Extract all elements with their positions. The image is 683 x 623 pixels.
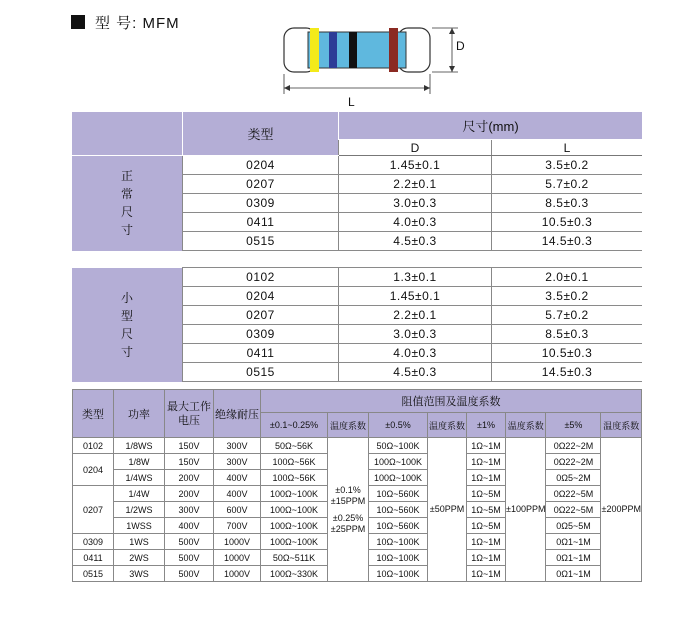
tc-01-line: ±0.1%: [335, 484, 361, 495]
l-cell: 14.5±0.3: [492, 232, 643, 251]
size-table-body: [72, 156, 642, 382]
resistor-band-brown: [389, 28, 398, 72]
l-cell: 14.5±0.3: [492, 363, 643, 382]
type-cell: 0309: [183, 194, 339, 213]
range-01-cell: 100Ω~56K: [261, 454, 328, 470]
range-05-cell: 100Ω~100K: [369, 470, 428, 486]
resistor-band-black: [349, 32, 357, 68]
l-cell: 3.5±0.2: [492, 287, 643, 306]
type-cell: 0207: [183, 306, 339, 325]
range-1-cell: 1Ω~1M: [467, 438, 506, 454]
power-cell: 1/8W: [114, 454, 165, 470]
tc-01-line: ±0.25%: [332, 512, 364, 523]
type-cell: 0515: [73, 566, 114, 582]
dim-l-label: L: [348, 95, 355, 109]
range-05-cell: 10Ω~560K: [369, 486, 428, 502]
spec-type-header: 类型: [73, 390, 114, 438]
range-5-cell: 0Ω22~5M: [546, 502, 601, 518]
voltage-cell: 200V: [165, 470, 214, 486]
model-title: 型 号: MFM: [95, 14, 180, 32]
group-label-normal-text: 正 常 尺 寸: [120, 169, 133, 238]
power-cell: 2WS: [114, 550, 165, 566]
resistor-drawing: [280, 22, 480, 110]
l-cell: 5.7±0.2: [492, 306, 643, 325]
type-cell: 0411: [183, 344, 339, 363]
range-1-cell: 1Ω~5M: [467, 518, 506, 534]
tc-1-cell: ±100PPM: [506, 438, 546, 582]
l-cell: 2.0±0.1: [492, 268, 643, 287]
range-01-cell: 100Ω~100K: [261, 534, 328, 550]
range-1-header: ±1%: [467, 413, 506, 438]
range-05-header: ±0.5%: [369, 413, 428, 438]
range-05-cell: 10Ω~100K: [369, 550, 428, 566]
insulation-cell: 400V: [214, 470, 261, 486]
spec-range-header: 阻值范围及温度系数: [261, 390, 642, 413]
d-cell: 1.3±0.1: [339, 268, 492, 287]
group-label-normal: [72, 156, 183, 251]
spec-power-header: 功率: [114, 390, 165, 438]
range-1-cell: 1Ω~1M: [467, 566, 506, 582]
range-01-cell: 50Ω~56K: [261, 438, 328, 454]
d-cell: 2.2±0.1: [339, 306, 492, 325]
l-cell: 10.5±0.3: [492, 344, 643, 363]
resistor-band-yellow: [310, 28, 319, 72]
type-cell: 0204: [183, 156, 339, 175]
voltage-cell: 200V: [165, 486, 214, 502]
d-cell: 4.5±0.3: [339, 232, 492, 251]
range-01-cell: 100Ω~330K: [261, 566, 328, 582]
range-05-cell: 10Ω~100K: [369, 566, 428, 582]
type-cell: 0204: [183, 287, 339, 306]
tc-5-cell: ±200PPM: [601, 438, 642, 582]
resistor-band-navy: [329, 32, 337, 68]
type-cell: 0411: [73, 550, 114, 566]
power-cell: 1WSS: [114, 518, 165, 534]
group-label-small-text: 小 型 尺 寸: [120, 290, 133, 359]
d-cell: 4.0±0.3: [339, 213, 492, 232]
power-cell: 3WS: [114, 566, 165, 582]
range-1-cell: 1Ω~5M: [467, 486, 506, 502]
tc-01-line: ±15PPM: [330, 495, 366, 506]
arrow-up-icon: [449, 28, 455, 34]
range-01-cell: 100Ω~100K: [261, 502, 328, 518]
insulation-cell: 400V: [214, 486, 261, 502]
type-cell: 0309: [183, 325, 339, 344]
d-cell: 1.45±0.1: [339, 156, 492, 175]
power-cell: 1/4W: [114, 486, 165, 502]
range-1-cell: 1Ω~5M: [467, 502, 506, 518]
size-table-d-header: D: [339, 140, 492, 156]
dim-d-label: D: [456, 39, 465, 53]
voltage-cell: 400V: [165, 518, 214, 534]
d-cell: 4.5±0.3: [339, 363, 492, 382]
insulation-cell: 300V: [214, 438, 261, 454]
range-1-cell: 1Ω~1M: [467, 470, 506, 486]
bullet-square-icon: [71, 15, 85, 29]
type-cell: 0204: [73, 454, 114, 486]
tc-header: 温度系数: [506, 413, 546, 438]
power-cell: 1WS: [114, 534, 165, 550]
spec-table: [72, 389, 642, 582]
range-5-cell: 0Ω22~2M: [546, 454, 601, 470]
d-cell: 3.0±0.3: [339, 194, 492, 213]
group-label-small: [72, 268, 183, 382]
range-01-cell: 50Ω~511K: [261, 550, 328, 566]
voltage-cell: 500V: [165, 534, 214, 550]
insulation-cell: 1000V: [214, 534, 261, 550]
l-cell: 10.5±0.3: [492, 213, 643, 232]
l-cell: 3.5±0.2: [492, 156, 643, 175]
type-cell: 0207: [73, 486, 114, 534]
range-01-cell: 100Ω~100K: [261, 518, 328, 534]
tc-header: 温度系数: [328, 413, 369, 438]
power-cell: 1/2WS: [114, 502, 165, 518]
l-cell: 8.5±0.3: [492, 194, 643, 213]
range-5-cell: 0Ω1~1M: [546, 566, 601, 582]
tc-header: 温度系数: [601, 413, 642, 438]
range-5-cell: 0Ω5~5M: [546, 518, 601, 534]
insulation-cell: 700V: [214, 518, 261, 534]
range-05-cell: 100Ω~100K: [369, 454, 428, 470]
range-05-cell: 10Ω~560K: [369, 518, 428, 534]
insulation-cell: 1000V: [214, 550, 261, 566]
range-01-header: ±0.1~0.25%: [261, 413, 328, 438]
l-cell: 5.7±0.2: [492, 175, 643, 194]
type-cell: 0411: [183, 213, 339, 232]
range-5-cell: 0Ω1~1M: [546, 550, 601, 566]
range-1-cell: 1Ω~1M: [467, 550, 506, 566]
d-cell: 4.0±0.3: [339, 344, 492, 363]
range-5-cell: 0Ω1~1M: [546, 534, 601, 550]
arrow-down-icon: [449, 66, 455, 72]
voltage-cell: 500V: [165, 566, 214, 582]
range-05-cell: 10Ω~100K: [369, 534, 428, 550]
tc-01-line: ±25PPM: [330, 523, 366, 534]
l-cell: 8.5±0.3: [492, 325, 643, 344]
range-01-cell: 100Ω~100K: [261, 486, 328, 502]
size-table-type-header: 类型: [183, 112, 339, 156]
arrow-right-icon: [424, 85, 430, 91]
tc-05-cell: ±50PPM: [428, 438, 467, 582]
size-table-l-header: L: [492, 140, 643, 156]
voltage-cell: 300V: [165, 502, 214, 518]
type-cell: 0309: [73, 534, 114, 550]
voltage-cell: 150V: [165, 438, 214, 454]
group-separator: [72, 251, 642, 268]
voltage-cell: 500V: [165, 550, 214, 566]
power-cell: 1/4WS: [114, 470, 165, 486]
type-cell: 0102: [73, 438, 114, 454]
table-row: [73, 438, 642, 454]
range-5-cell: 0Ω5~2M: [546, 470, 601, 486]
arrow-left-icon: [284, 85, 290, 91]
type-cell: 0207: [183, 175, 339, 194]
tc-header: 温度系数: [428, 413, 467, 438]
d-cell: 2.2±0.1: [339, 175, 492, 194]
size-table: [72, 112, 642, 382]
group-separator-cell: [72, 251, 642, 268]
spec-insulation-header: 绝缘耐压: [214, 390, 261, 438]
range-5-cell: 0Ω22~2M: [546, 438, 601, 454]
voltage-cell: 150V: [165, 454, 214, 470]
type-cell: 0102: [183, 268, 339, 287]
range-1-cell: 1Ω~1M: [467, 454, 506, 470]
tc-01-cell: [328, 438, 369, 582]
range-05-cell: 10Ω~560K: [369, 502, 428, 518]
insulation-cell: 600V: [214, 502, 261, 518]
size-table-size-header: 尺寸(mm): [339, 112, 643, 140]
insulation-cell: 300V: [214, 454, 261, 470]
type-cell: 0515: [183, 363, 339, 382]
d-cell: 1.45±0.1: [339, 287, 492, 306]
spec-voltage-header: 最大工作电压: [165, 390, 214, 438]
power-cell: 1/8WS: [114, 438, 165, 454]
spec-table-body: [73, 438, 642, 582]
range-5-header: ±5%: [546, 413, 601, 438]
size-table-corner: [72, 112, 183, 156]
range-1-cell: 1Ω~1M: [467, 534, 506, 550]
range-5-cell: 0Ω22~5M: [546, 486, 601, 502]
type-cell: 0515: [183, 232, 339, 251]
insulation-cell: 1000V: [214, 566, 261, 582]
d-cell: 3.0±0.3: [339, 325, 492, 344]
range-05-cell: 50Ω~100K: [369, 438, 428, 454]
product-header: [71, 10, 180, 34]
range-01-cell: 100Ω~56K: [261, 470, 328, 486]
